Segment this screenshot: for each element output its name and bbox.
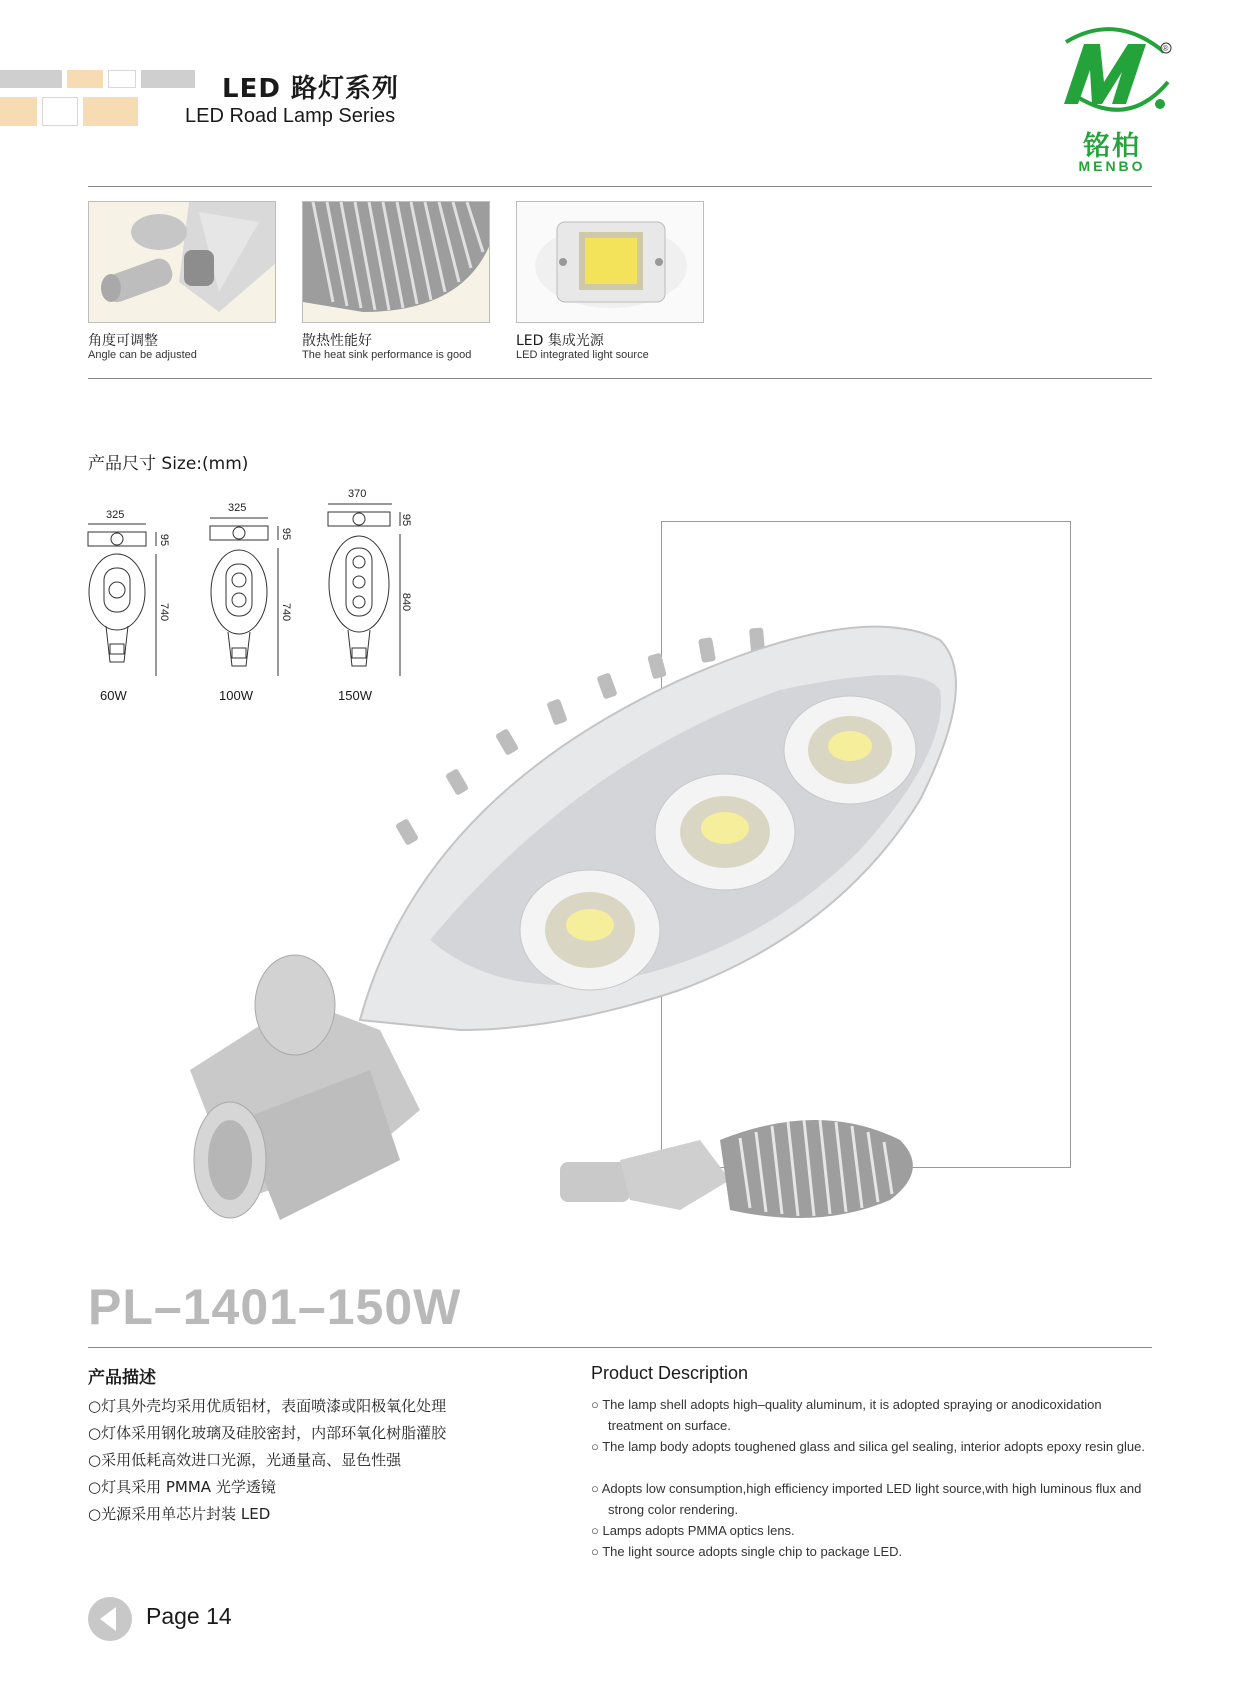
brand-logo xyxy=(1056,22,1180,172)
description-divider xyxy=(88,1347,1152,1348)
feature-title-cn: 角度可调整 xyxy=(88,333,158,349)
dim-length: 740 xyxy=(280,602,293,622)
dim-height: 95 xyxy=(158,533,171,547)
feature-image-heatsink xyxy=(302,201,490,323)
header-title-cn: LED 路灯系列 xyxy=(222,74,399,104)
street-lamp-image xyxy=(160,600,1020,1240)
size-section-title: 产品尺寸 Size:(mm) xyxy=(88,454,249,474)
description-item-en: ○ The lamp shell adopts high–quality aluminum, it is adopted spraying or anodicoxidation treatment on surface. xyxy=(591,1397,1102,1433)
feature-title-cn: 散热性能好 xyxy=(302,333,372,349)
wattage-label: 60W xyxy=(100,688,127,703)
description-item-en: ○ Adopts low consumption,high efficiency imported LED light source,with high luminous flux and strong color rendering. xyxy=(591,1481,1142,1517)
dim-height: 95 xyxy=(400,513,413,527)
feature-image-angle xyxy=(88,201,276,323)
feature-title-en: Angle can be adjusted xyxy=(88,349,197,361)
dim-length: 740 xyxy=(158,602,171,622)
description-item-cn: ○灯具采用 PMMA 光学透镜 xyxy=(88,1478,276,1496)
description-title-cn: 产品描述 xyxy=(88,1368,156,1388)
description-item-en: ○ The light source adopts single chip to package LED. xyxy=(591,1544,903,1559)
features-divider xyxy=(88,378,1152,379)
dim-height: 95 xyxy=(280,527,293,541)
feature-title-en: LED integrated light source xyxy=(516,349,649,361)
description-title-en: Product Description xyxy=(591,1363,749,1383)
page-number: Page 14 xyxy=(146,1603,232,1629)
model-name: PL–1401–150W xyxy=(88,1279,462,1335)
feature-title-cn: LED 集成光源 xyxy=(516,333,604,349)
description-item-en: ○ The lamp body adopts toughened glass and silica gel sealing, interior adopts epoxy resin glue. xyxy=(591,1439,1145,1454)
logo-brand-cn: 铭柏 xyxy=(1083,131,1141,162)
wattage-label: 100W xyxy=(219,688,253,703)
description-item-cn: ○光源采用单芯片封装 LED xyxy=(88,1505,271,1523)
lamp-outline-icon xyxy=(86,522,166,682)
feature-title-en: The heat sink performance is good xyxy=(302,349,472,361)
page-back-icon[interactable] xyxy=(88,1597,132,1641)
logo-brand-en: MENBO xyxy=(1078,158,1146,174)
registered-mark: ® xyxy=(1162,44,1169,53)
description-item-cn: ○采用低耗高效进口光源，光通量高、显色性强 xyxy=(88,1451,402,1469)
dim-width: 325 xyxy=(228,502,247,514)
wattage-label: 150W xyxy=(338,688,372,703)
description-item-cn: ○灯体采用钢化玻璃及硅胶密封，内部环氧化树脂灌胶 xyxy=(88,1424,447,1442)
dim-width: 325 xyxy=(106,509,125,521)
dim-width: 370 xyxy=(348,488,367,500)
dim-length: 840 xyxy=(400,592,413,612)
feature-image-led-chip xyxy=(516,201,704,323)
menbo-logo-icon xyxy=(1056,22,1180,126)
header-title-en: LED Road Lamp Series xyxy=(185,105,396,127)
description-item-cn: ○灯具外壳均采用优质铝材，表面喷漆或阳极氧化处理 xyxy=(88,1397,447,1415)
description-item-en: ○ Lamps adopts PMMA optics lens. xyxy=(591,1523,795,1538)
header-divider xyxy=(88,186,1152,187)
